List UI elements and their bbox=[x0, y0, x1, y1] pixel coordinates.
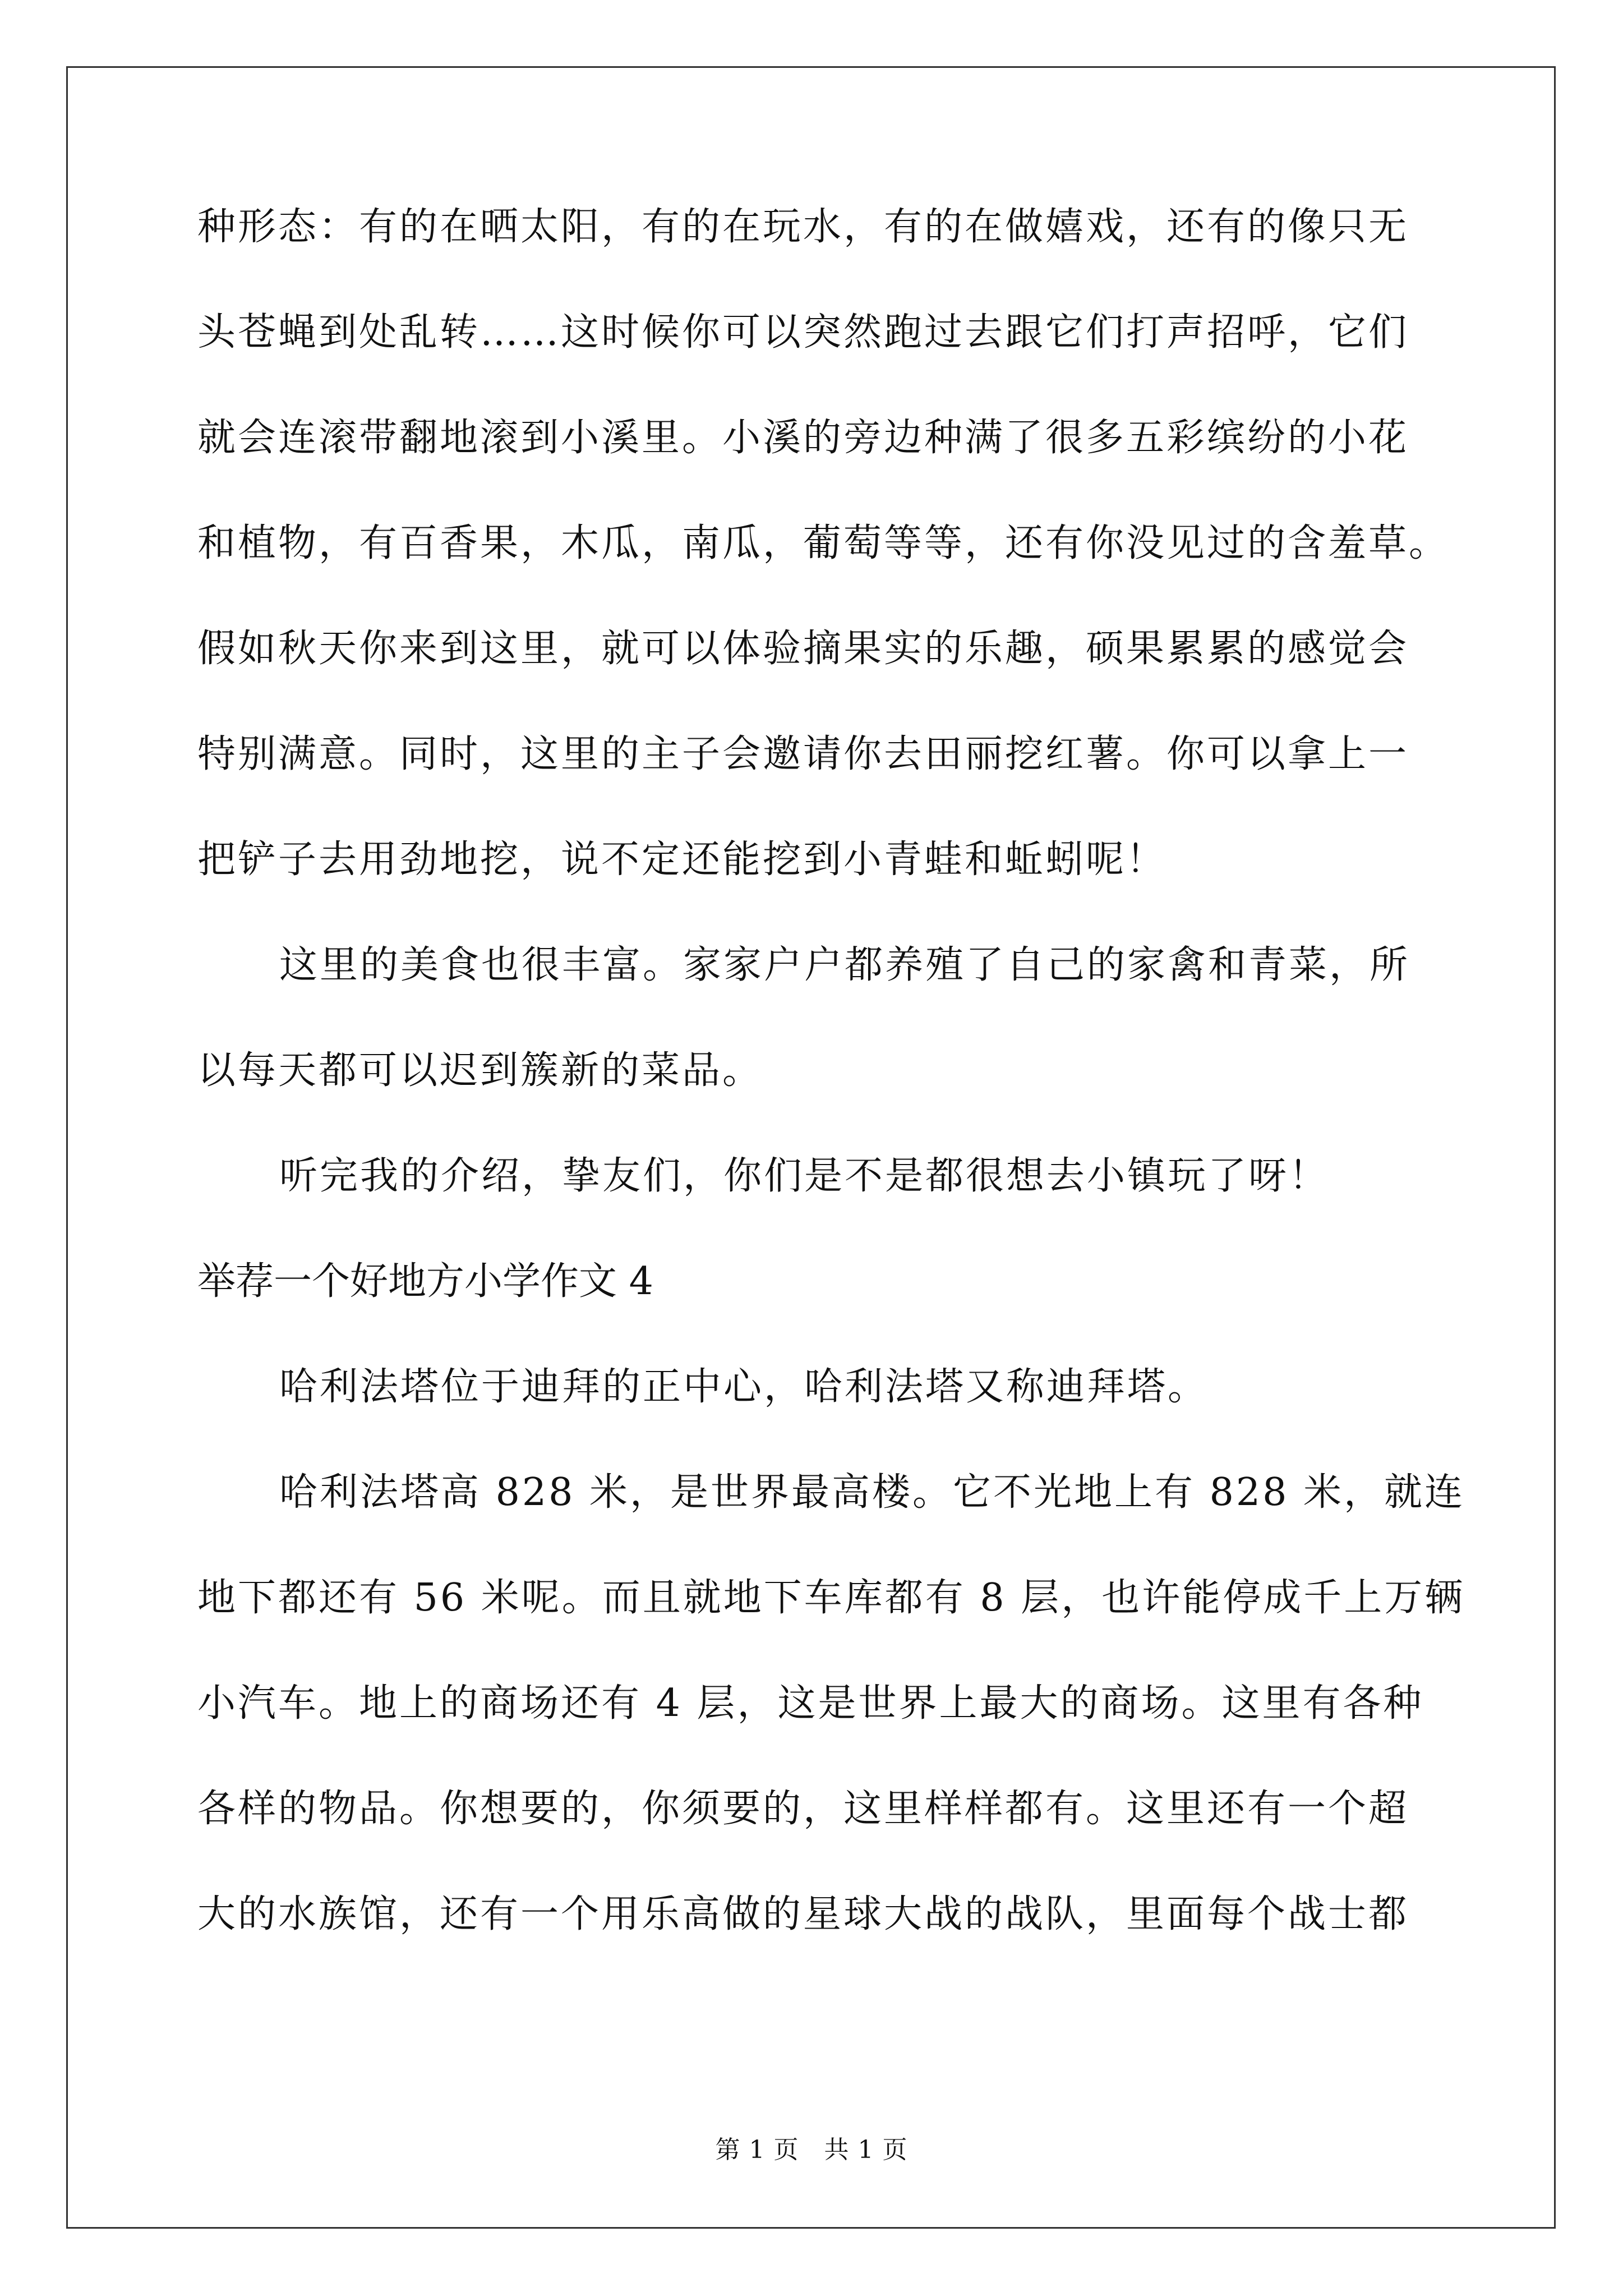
page-footer: 第 1 页 共 1 页 bbox=[715, 2136, 908, 2164]
text-line: 大的水族馆，还有一个用乐高做的星球大战的战队，里面每个战士都 bbox=[197, 1892, 1409, 1936]
text-line: 和植物，有百香果，木瓜，南瓜，葡萄等等，还有你没见过的含羞草。 bbox=[197, 521, 1450, 565]
text-line: 地下都还有 56 米呢。而且就地下车库都有 8 层，也许能停成千上万辆 bbox=[197, 1576, 1465, 1620]
text-line: 各样的物品。你想要的，你须要的，这里样样都有。这里还有一个超 bbox=[197, 1787, 1409, 1831]
paragraph-start: 听完我的介绍，挚友们，你们是不是都很想去小镇玩了呀！ bbox=[279, 1154, 1330, 1198]
section-heading: 举荐一个好地方小学作文 4 bbox=[197, 1259, 653, 1304]
paragraph-start: 这里的美食也很丰富。家家户户都养殖了自己的家禽和青菜，所 bbox=[279, 943, 1410, 987]
text-line: 小汽车。地上的商场还有 4 层，这是世界上最大的商场。这里有各种 bbox=[197, 1681, 1424, 1726]
text-line: 种形态：有的在晒太阳，有的在玩水，有的在做嬉戏，还有的像只无 bbox=[197, 205, 1409, 249]
paragraph-start: 哈利法塔位于迪拜的正中心，哈利法塔又称迪拜塔。 bbox=[279, 1365, 1209, 1409]
text-line: 特别满意。同时，这里的主子会邀请你去田丽挖红薯。你可以拿上一 bbox=[197, 732, 1409, 776]
text-line: 假如秋天你来到这里，就可以体验摘果实的乐趣，硕果累累的感觉会 bbox=[197, 627, 1409, 671]
paragraph-start: 哈利法塔高 828 米，是世界最高楼。它不光地上有 828 米，就连 bbox=[279, 1470, 1465, 1515]
text-line: 以每天都可以迟到簇新的菜品。 bbox=[197, 1048, 763, 1093]
text-line: 头苍蝇到处乱转……这时候你可以突然跑过去跟它们打声招呼，它们 bbox=[197, 310, 1409, 355]
text-line: 把铲子去用劲地挖，说不定还能挖到小青蛙和蚯蚓呢！ bbox=[197, 838, 1167, 882]
text-line: 就会连滚带翻地滚到小溪里。小溪的旁边种满了很多五彩缤纷的小花 bbox=[197, 416, 1409, 460]
